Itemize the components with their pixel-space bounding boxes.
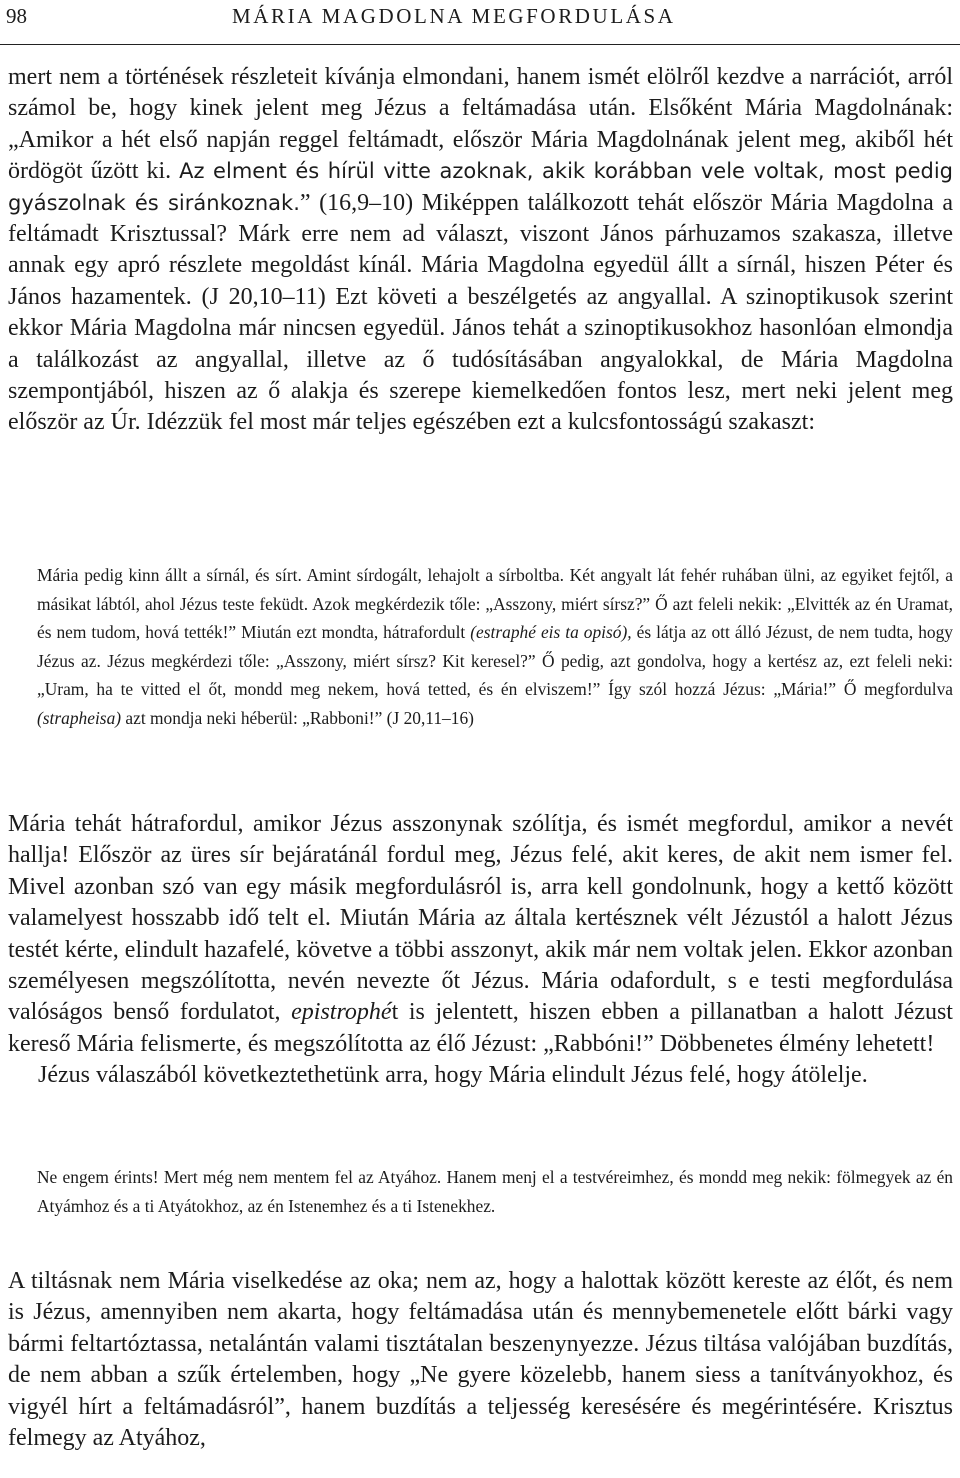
quote-text: Mária pedig kinn állt a sírnál, és sírt. Amint sírdogált, lehajolt a sírboltba. Két angyalt lát fehér ruhában ülni, az egyiket fejtől, a másikat lábtól, ahol Jézus teste feküdt. Azok megkérdezik tőle: „Asszony, miért sírsz?” Ő azt feleli nekik: „Elvitték az én Uramat, és nem tudom, hová tették!” Miután ezt mondta, hátrafordult <box>37 565 953 642</box>
greek-term: (estraphé eis ta opisó), <box>470 622 632 642</box>
block-quote-john <box>37 561 953 732</box>
running-title: MÁRIA MAGDOLNA MEGFORDULÁSA <box>232 4 676 28</box>
text-run: mert nem a történések részleteit kívánja elmondani, hanem ismét elölről kezdve a narrációt, arról számol be, hogy kinek jelent meg Jézus a feltámadása után. Elsőként Mária Magdolnának: „Amikor a hét első napján reggel feltámadt, először Mária Magdolnának jelent meg, akiből hét ördögöt űzött ki. <box>8 64 953 185</box>
body-paragraph-1 <box>8 62 953 439</box>
sans-serif-sentence: Az elment és hírül vitte azoknak, akik korábban vele voltak, most pedig gyászolnak és siránkoznak. <box>8 159 953 215</box>
quote-paragraph: Ne engem érints! Mert még nem mentem fel az Atyához. Hanem menj el a testvéreimhez, és mondd meg nekik: fölmegyek az én Atyámhoz és a ti Atyátokhoz, az én Istenemhez és a ti Istenekhez. <box>37 1167 953 1216</box>
page-number: 98 <box>6 4 27 28</box>
body-paragraph-3 <box>8 1266 953 1454</box>
block-quote-noli-me-tangere <box>37 1163 953 1220</box>
quote-paragraph <box>37 561 953 732</box>
greek-term: (strapheisa) <box>37 707 122 728</box>
running-head <box>0 0 960 45</box>
quote-text: és látja az ott álló Jézust, de nem tudta, hogy Jézus az. Jézus megkérdezi tőle: „Asszony, miért sírsz? Kit keresel?” Ő pedig, azt gondolva, hogy a kertész az, ezt feleli neki: „Uram, ha te vitted el őt, mondd meg nekem, hová tetted, és én elviszem!” Így szól hozzá Jézus: „Mária!” Ő megfordulva <box>37 622 954 699</box>
quote-text: azt mondja neki héberül: „Rabboni!” (J 20,11–16) <box>121 707 474 728</box>
text-run: Mária tehát hátrafordul, amikor Jézus asszonynak szólítja, és ismét megfordul, amikor a nevét hallja! Először az üres sír bejáratánál fordul meg, Jézus felé, akit keres, de akit nem ismer fel. Mivel azonban szó van egy másik megfordulásról is, arra kell gondolnunk, hogy a kettő között valamelyest hosszabb idő telt el. Miután Mária az általa kertésznek vélt Jézustól a halott Jézus testét kérte, elindult hazafelé, követve a többi asszonyt, akik már nem voltak jelen. Ekkor azonban személyesen megszólította, nevén nevezte őt Jézus. Mária odafordult, s e testi megfordulása valóságos benső fordulatot, <box>8 811 953 1026</box>
paragraph: A tiltásnak nem Mária viselkedése az oka; nem az, hogy a halottak között kereste az élőt, és nem is Jézus, amennyiben nem akarta, hogy feltámadása után és mennybemenetele előtt bárki vagy bármi feltartóztassa, netalántán valami tisztátalan beszenynyezze. Jézus tiltása valójában buzdítás, de nem abban a szűk értelemben, hogy „Ne gyere közelebb, hanem siess a tanítványokhoz, és vigyél hírt a feltámadásról”, hanem buzdítás a teljesség keresésére és megérintésére. Krisztus felmegy az Atyához, <box>8 1268 953 1452</box>
paragraph <box>8 809 953 1060</box>
paragraph <box>8 62 953 439</box>
paragraph: Jézus válaszából következtethetünk arra, hogy Mária elindult Jézus felé, hogy átölelje. <box>38 1062 868 1089</box>
text-run: t is jelentett, hiszen ebben a pillanatban a halott Jézust kereső Mária felismerte, és megszólította az élő Jézust: „Rabbóni!” Döbbenetes élmény lehetett! <box>8 999 953 1057</box>
greek-term: epistrophé <box>291 999 392 1026</box>
text-run: ” (16,9–10) Miképpen találkozott tehát először Mária Magdolna a feltámadt Krisztussal? Márk erre nem ad választ, viszont János párhuzamos szakasza, illetve annak egy apró részlete megoldást kínál. Mária Magdolna egyedül állt a sírnál, hiszen Péter és János hazamentek. (J 20,10–11) Ezt követi a beszélgetés az angyallal. A szinoptikusok szerint ekkor Mária Magdolna már nincsen egyedül. János tehát a szinoptikusokhoz hasonlóan elmondja a találkozást az angyallal, illetve az ő tudósításában angyalokkal, de Mária Magdolna szempontjából, hiszen az ő alakja és szerepe kiemelkedően fontos lesz, mert neki jelent meg először az Úr. Idézzük fel most már teljes egészében ezt a kulcsfontosságú szakaszt: <box>8 189 953 436</box>
body-paragraph-2 <box>8 809 953 1092</box>
